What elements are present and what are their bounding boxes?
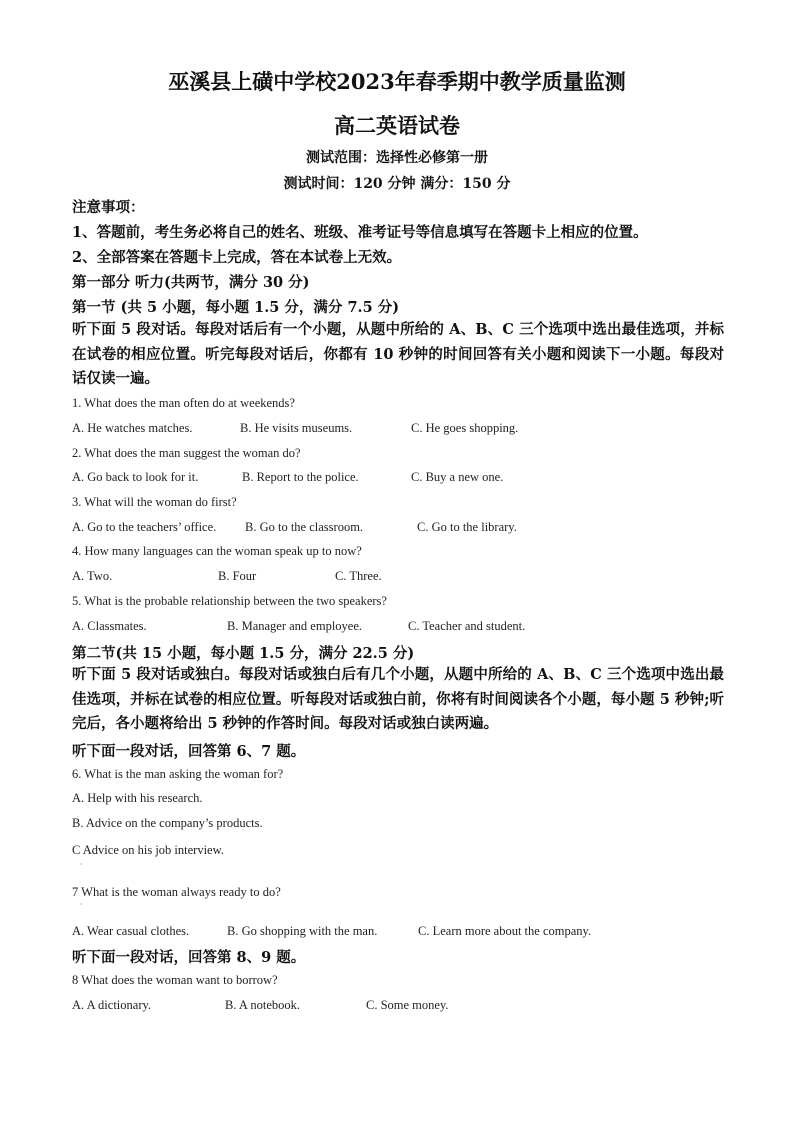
stray-dot: · — [80, 900, 83, 909]
option-6a: A. Help with his research. — [72, 791, 203, 805]
option-3c: C. Go to the library. — [417, 520, 517, 534]
option-4a: A. Two. — [72, 569, 113, 583]
question-1: 1. What does the man often do at weekends? — [72, 396, 295, 410]
question-5: 5. What is the probable relationship between the two speakers? — [72, 594, 387, 608]
section2-instructions: 听下面 5 段对话或独白。每段对话或独白后有几个小题，从题中所给的 A、B、C 三个选项中选出最佳选项，并标在试卷的相应位置。听每段对话或独白前，你将有时间阅读各个小题，每小题 5 秒钟;听完后，各小题将给出 5 秒钟的作答时间。每段对话或独白读两遍。 — [72, 666, 724, 732]
option-3b: B. Go to the classroom. — [245, 520, 364, 534]
option-6b: B. Advice on the company’s products. — [72, 816, 263, 830]
question-6: 6. What is the man asking the woman for? — [72, 767, 284, 781]
option-5c: C. Teacher and student. — [408, 619, 526, 633]
option-2a: A. Go back to look for it. — [72, 470, 199, 484]
notes-item-2: 2、全部答案在答题卡上完成，答在本试卷上无效。 — [72, 249, 402, 266]
question-3: 3. What will the woman do first? — [72, 495, 237, 509]
exam-title: 巫溪县上磺中学校2023年春季期中教学质量监测 — [168, 69, 626, 94]
option-7c: C. Learn more about the company. — [418, 924, 592, 938]
option-4b: B. Four — [218, 569, 257, 583]
question-7: 7 What is the woman always ready to do? — [72, 885, 281, 899]
part1-heading: 第一部分 听力(共两节，满分 30 分) — [72, 274, 310, 291]
exam-subtitle: 高二英语试卷 — [334, 113, 460, 138]
option-7a: A. Wear casual clothes. — [72, 924, 190, 938]
question-4: 4. How many languages can the woman speak up to now? — [72, 544, 362, 558]
listen-6-7: 听下面一段对话，回答第 6、7 题。 — [72, 743, 306, 760]
question-8: 8 What does the woman want to borrow? — [72, 973, 278, 987]
option-1c: C. He goes shopping. — [411, 421, 519, 435]
section1-instructions: 听下面 5 段对话。每段对话后有一个小题，从题中所给的 A、B、C 三个选项中选出最佳选项，并标在试卷的相应位置。听完每段对话后，你都有 10 秒钟的时间回答有关小题和阅读下一小题。每段对话仅读一遍。 — [72, 321, 724, 387]
section1-heading: 第一节 (共 5 小题，每小题 1.5 分，满分 7.5 分) — [72, 299, 400, 316]
listen-8-9: 听下面一段对话，回答第 8、9 题。 — [72, 949, 306, 966]
option-2b: B. Report to the police. — [242, 470, 359, 484]
option-8a: A. A dictionary. — [72, 998, 152, 1012]
option-7b: B. Go shopping with the man. — [227, 924, 378, 938]
option-2c: C. Buy a new one. — [411, 470, 504, 484]
option-4c: C. Three. — [335, 569, 382, 583]
option-3a: A. Go to the teachers’ office. — [72, 520, 217, 534]
stray-dot: · — [80, 860, 83, 869]
option-8b: B. A notebook. — [225, 998, 301, 1012]
question-2: 2. What does the man suggest the woman do? — [72, 446, 301, 460]
option-6c: C Advice on his job interview. — [72, 843, 224, 857]
option-5b: B. Manager and employee. — [227, 619, 363, 633]
test-scope: 测试范围：选择性必修第一册 — [306, 150, 488, 166]
option-8c: C. Some money. — [366, 998, 449, 1012]
notes-item-1: 1、答题前，考生务必将自己的姓名、班级、准考证号等信息填写在答题卡上相应的位置。 — [72, 224, 648, 241]
notes-heading: 注意事项： — [72, 199, 145, 216]
option-1a: A. He watches matches. — [72, 421, 193, 435]
option-1b: B. He visits museums. — [240, 421, 353, 435]
test-time: 测试时间：120 分钟 满分：150 分 — [283, 176, 511, 192]
option-5a: A. Classmates. — [72, 619, 147, 633]
section2-heading: 第二节(共 15 小题，每小题 1.5 分，满分 22.5 分) — [72, 645, 415, 662]
